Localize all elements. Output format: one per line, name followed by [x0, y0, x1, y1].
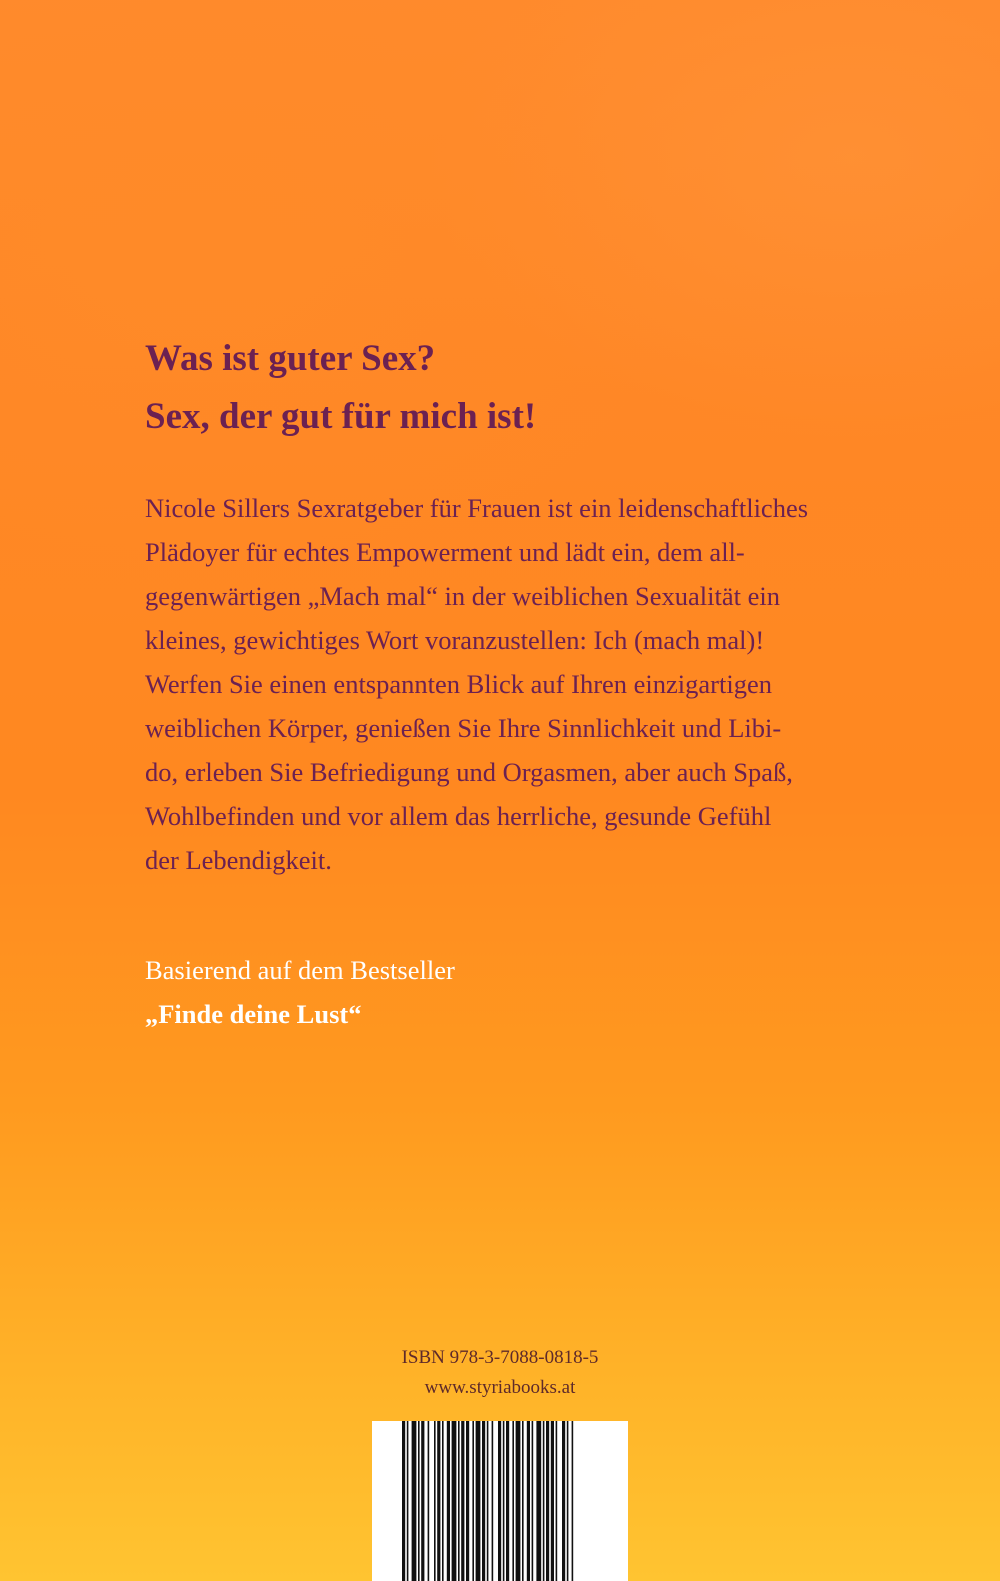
- barcode-bar: [421, 1421, 424, 1581]
- barcode-bar: [498, 1421, 501, 1581]
- barcode-bar: [437, 1421, 440, 1581]
- barcode-bar: [466, 1421, 469, 1581]
- barcode-bar: [452, 1421, 457, 1581]
- barcode-bar: [482, 1421, 485, 1581]
- barcode-bar: [487, 1421, 489, 1581]
- cover-text-block: [145, 330, 865, 1036]
- blurb-line: Werfen Sie einen entspannten Blick auf Ihren einzigartigen: [145, 669, 772, 699]
- barcode-bar: [428, 1421, 430, 1581]
- barcode-bar: [407, 1421, 409, 1581]
- barcode-bar: [472, 1421, 474, 1581]
- barcode-bar: [418, 1421, 420, 1581]
- barcode-bar: [492, 1421, 494, 1581]
- publisher-url: www.styriabooks.at: [424, 1377, 576, 1398]
- blurb-line: gegenwärtigen „Mach mal“ in der weiblichen Sexualität ein: [145, 581, 781, 611]
- blurb-line: kleines, gewichtiges Wort voranzustellen: Ich (mach mal)!: [145, 625, 765, 655]
- barcode-icon: [372, 1421, 628, 1581]
- barcode-bar: [506, 1421, 509, 1581]
- barcode-bar: [551, 1421, 554, 1581]
- barcode-bar: [556, 1421, 558, 1581]
- barcode-bar: [527, 1421, 530, 1581]
- blurb-line: Wohlbefinden und vor allem das herrliche, gesunde Gefühl: [145, 801, 772, 831]
- bestseller-intro: Basierend auf dem Bestseller: [145, 955, 455, 985]
- isbn-number: ISBN 978-3-7088-0818-5: [401, 1347, 599, 1368]
- barcode-bar: [442, 1421, 444, 1581]
- barcode-bar: [516, 1421, 521, 1581]
- barcode-bar: [512, 1421, 514, 1581]
- barcode-bar: [402, 1421, 405, 1581]
- barcode-bar: [458, 1421, 460, 1581]
- barcode-bar: [434, 1421, 436, 1581]
- barcode-bar: [536, 1421, 541, 1581]
- barcode-bars: [372, 1421, 628, 1581]
- barcode-bar: [476, 1421, 481, 1581]
- bestseller-title: „Finde deine Lust“: [145, 999, 362, 1029]
- barcode-bar: [562, 1421, 565, 1581]
- barcode-bar: [522, 1421, 524, 1581]
- headline-line-1: Was ist guter Sex?: [145, 338, 436, 379]
- barcode-bar: [461, 1421, 464, 1581]
- headline: [145, 330, 865, 446]
- blurb-paragraph: [145, 486, 865, 882]
- bestseller-note: [145, 948, 865, 1036]
- barcode-bar: [447, 1421, 450, 1581]
- barcode-bar: [567, 1421, 569, 1581]
- blurb-line: do, erleben Sie Befriedigung und Orgasmen, aber auch Spaß,: [145, 757, 793, 787]
- barcode-bar: [532, 1421, 534, 1581]
- barcode-bar: [543, 1421, 545, 1581]
- headline-line-2: Sex, der gut für mich ist!: [145, 396, 537, 437]
- blurb-line: Plädoyer für echtes Empowerment und lädt ein, dem all-: [145, 537, 745, 567]
- blurb-line: der Lebendigkeit.: [145, 845, 332, 875]
- barcode-bar: [572, 1421, 574, 1581]
- blurb-line: weiblichen Körper, genießen Sie Ihre Sinnlichkeit und Libi-: [145, 713, 782, 743]
- barcode-bar: [546, 1421, 549, 1581]
- blurb-line: Nicole Sillers Sexratgeber für Frauen ist ein leidenschaftliches: [145, 493, 809, 523]
- barcode-bar: [503, 1421, 505, 1581]
- barcode-bar: [412, 1421, 417, 1581]
